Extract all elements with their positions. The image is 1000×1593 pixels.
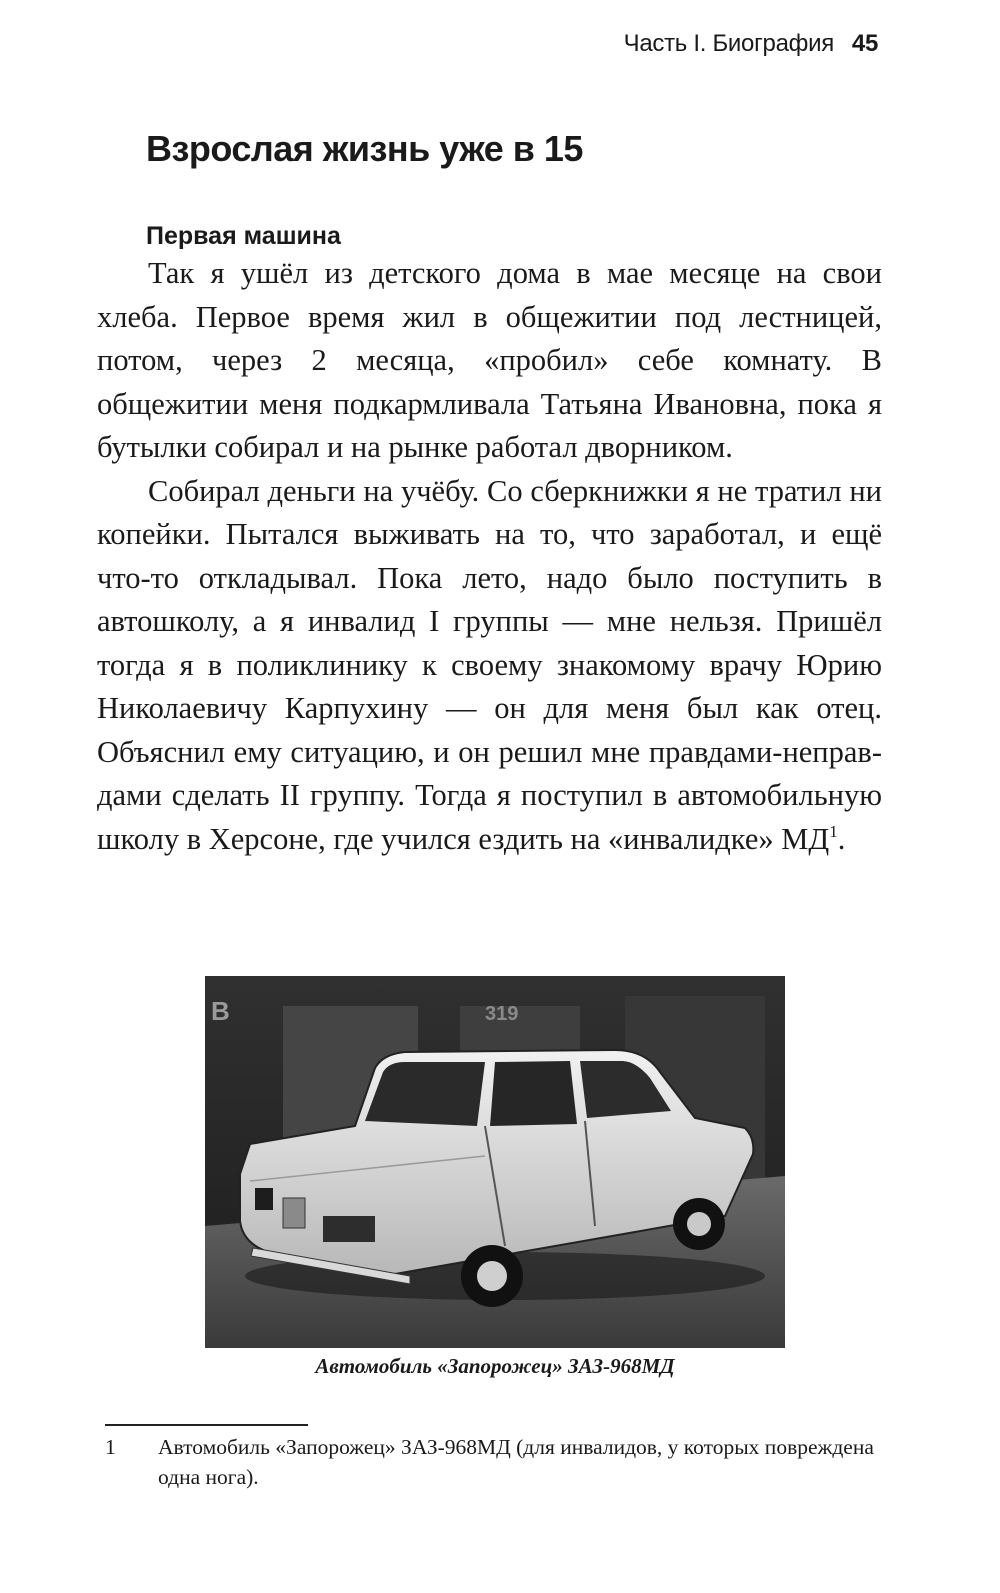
footnote <box>105 1432 895 1492</box>
running-head <box>624 30 878 58</box>
footnote-number: 1 <box>105 1435 116 1459</box>
car-photo <box>205 976 785 1348</box>
footnote-reference[interactable]: 1 <box>829 821 838 841</box>
garage-letter: В <box>211 996 230 1026</box>
page-number: 45 <box>851 30 878 57</box>
body-text <box>97 252 882 861</box>
footnote-text: Автомобиль «Запорожец» ЗАЗ-968МД (для инвалидов, у которых повреждена одна нога). <box>158 1435 874 1489</box>
paragraph: Собирал деньги на учёбу. Со сберкнижки я не тратил ни копейки. Пытался выживать на то, что заработал, и ещё что-то откладывал. Пока лето, надо было поступить в автошколу, а я инвалид I группы — мне нельзя. Пришёл тогда я в поликлинику к своему знакомому врачу Юрию Николаевичу Карпухину — он для меня был как отец. Объяснил ему ситуацию, и он решил мне правдами-неправдами сделать II группу. Тогда я поступил в автомобильную школу в Херсоне, где учился ездить на «инвалидке» $МД^1$. <box>97 473 882 856</box>
footnote-divider <box>105 1424 308 1426</box>
section-title: Первая машина <box>146 222 341 250</box>
chapter-title: Взрослая жизнь уже в 15 <box>146 128 583 169</box>
figure-caption: Автомобиль «Запорожец» ЗАЗ-968МД <box>315 1354 675 1378</box>
running-title: Часть I. Биография <box>623 30 834 57</box>
garage-number: 319 <box>485 1003 519 1025</box>
paragraph: Так я ушёл из детского дома в мае месяце на свои хлеба. Первое время жил в общежитии под лестницей, потом, через 2 месяца, «пробил» себе комнату. В общежитии меня подкармливала Татьяна Ивановна, пока я бутылки собирал и на рынке работал дворником. <box>97 256 882 464</box>
